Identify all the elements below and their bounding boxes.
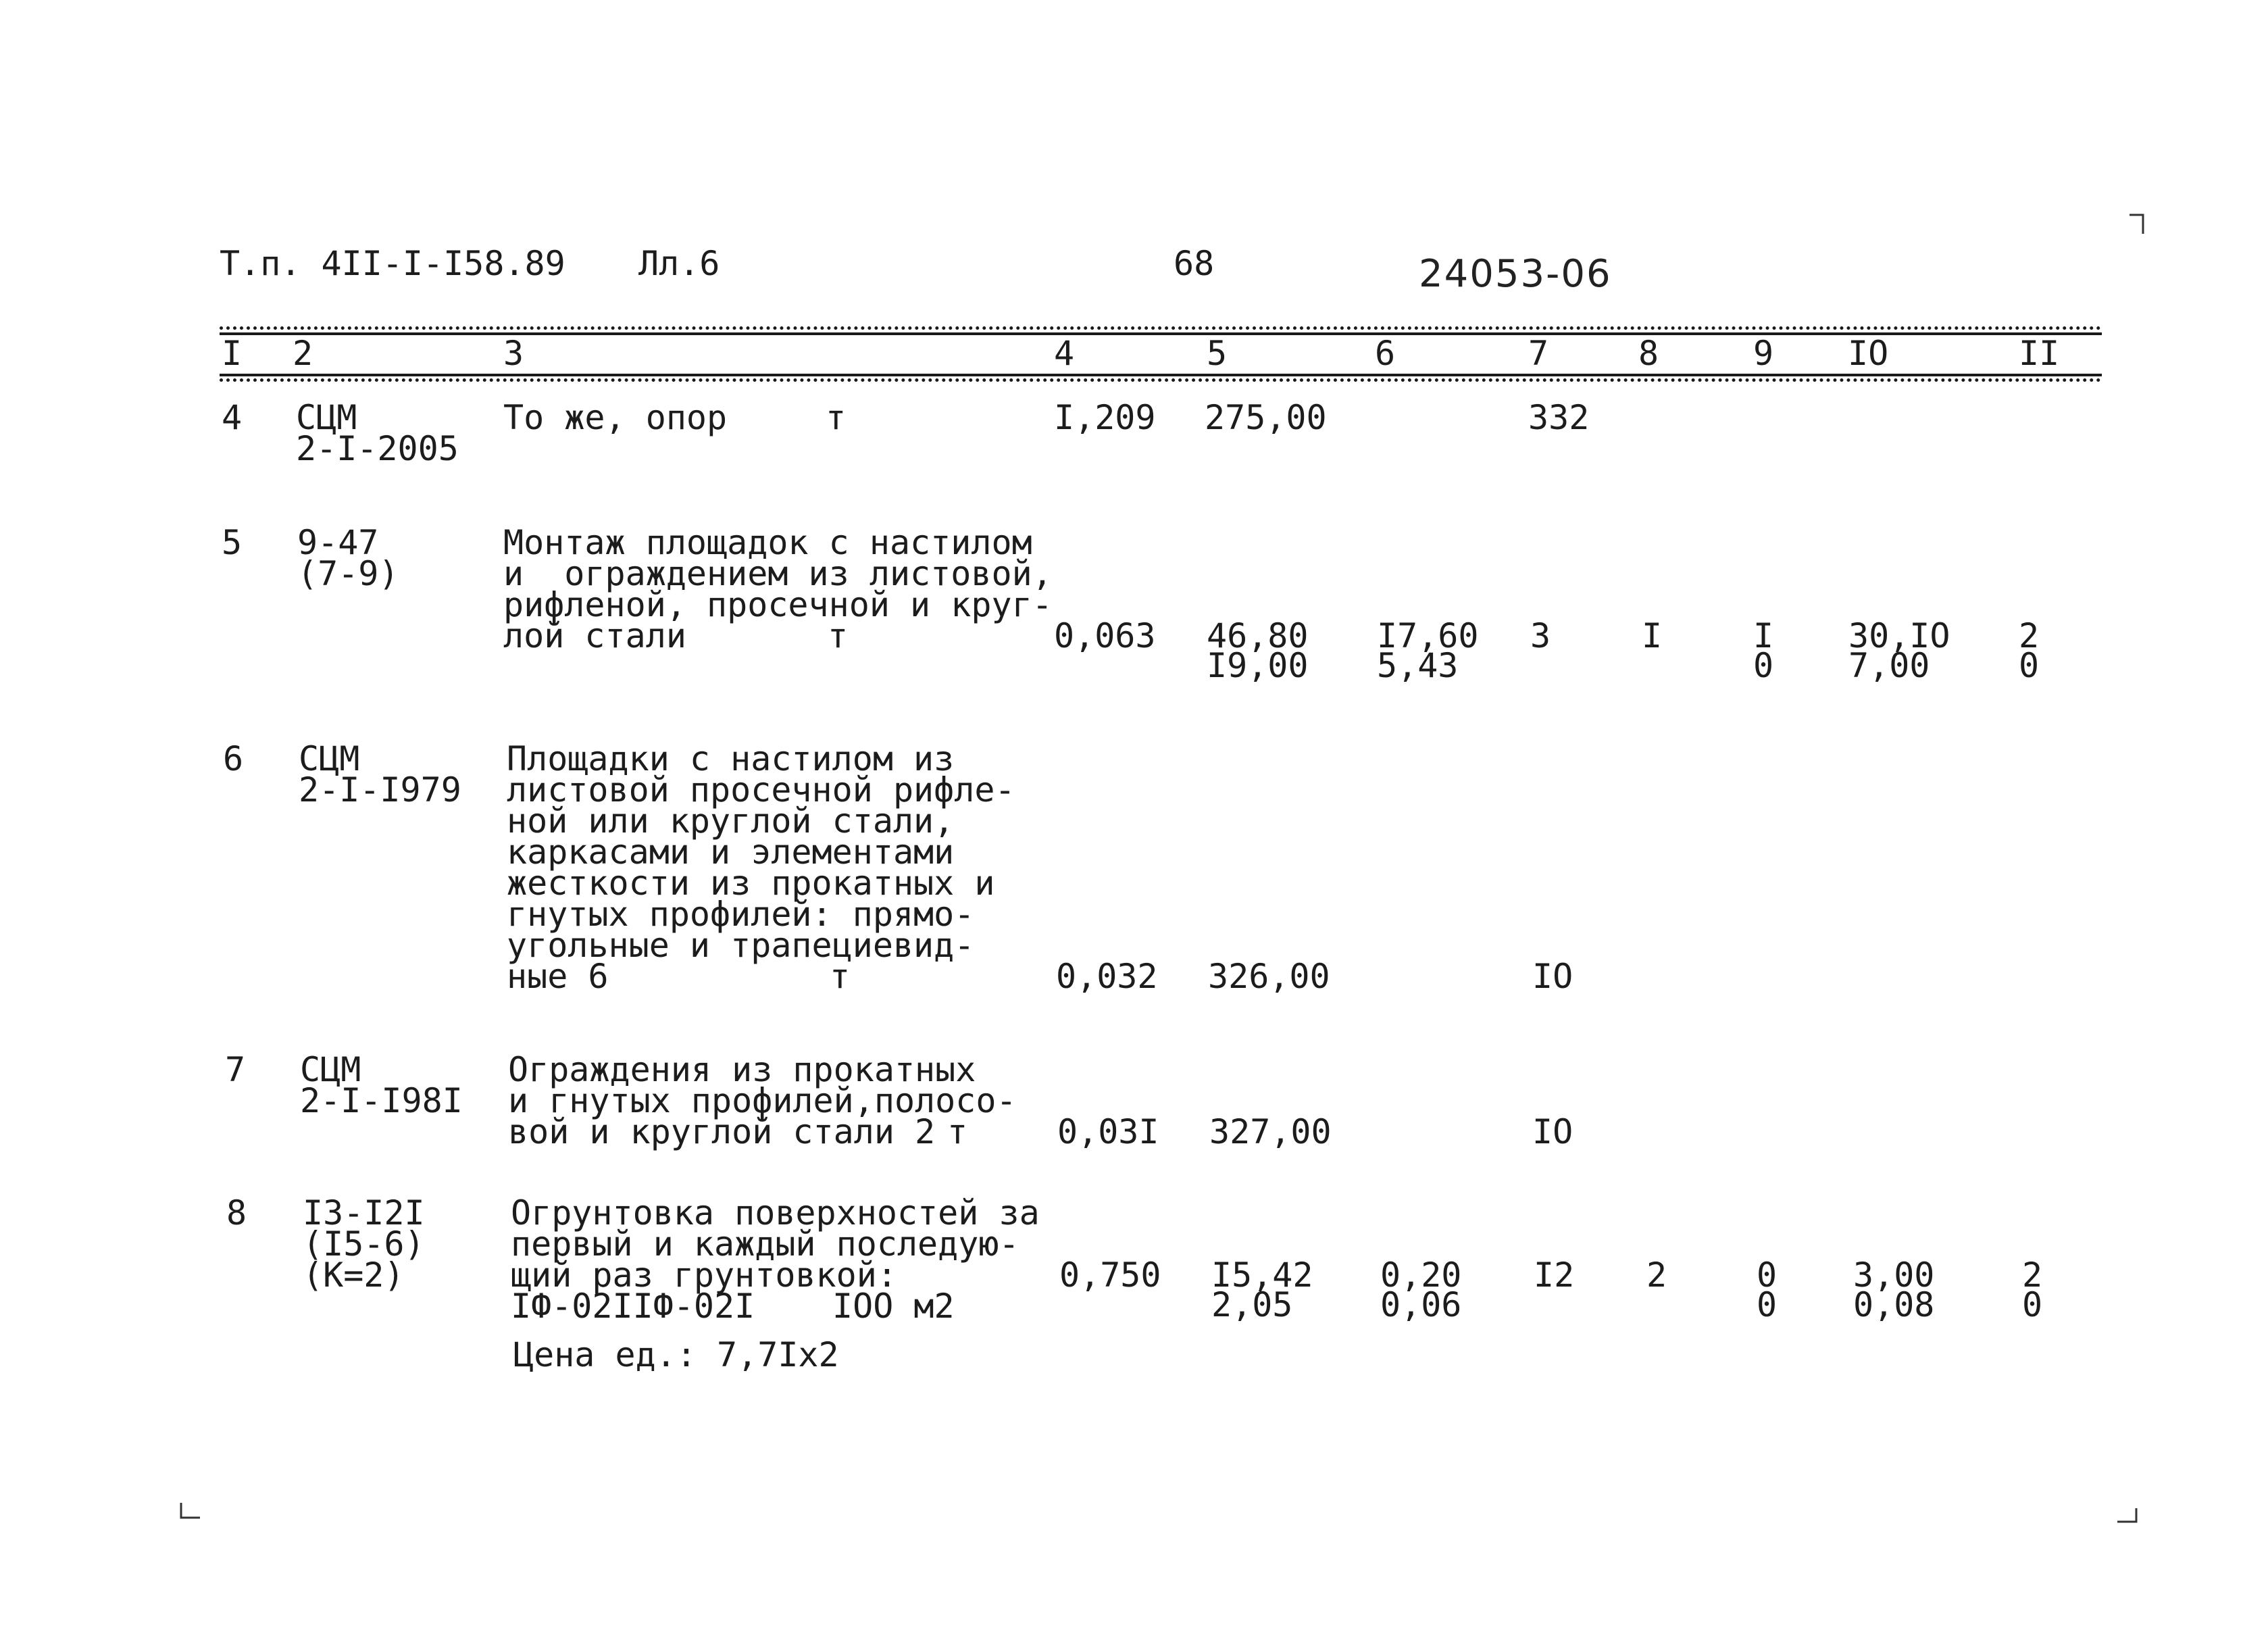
column-header: 2 (293, 334, 313, 373)
col6-value: 0,06 (1380, 1285, 1462, 1324)
col10-value: 7,00 (1848, 646, 1930, 685)
work-description: лой стали (503, 616, 686, 655)
work-description: гнутых профилей: прямо- (507, 895, 975, 934)
column-header: I (222, 334, 243, 373)
col5-value: 2,05 (1211, 1285, 1293, 1324)
quantity: 0,750 (1059, 1255, 1161, 1295)
unit: IOO м2 (832, 1287, 955, 1326)
table-top-rule (220, 326, 2102, 330)
page-number: 68 (1174, 244, 1215, 283)
work-description: листовой просечной рифле- (507, 770, 1015, 810)
col11-value: 0 (2019, 646, 2040, 685)
norm-code: 9-47 (297, 523, 379, 562)
work-description: То же, опор (503, 398, 728, 437)
work-description: и гнутых профилей,полосо- (508, 1081, 1017, 1120)
col10-value: 3,00 (1853, 1255, 1935, 1295)
work-description: Монтаж площадок с настилом (503, 523, 1032, 562)
unit: т (828, 616, 849, 655)
col10-value: 0,08 (1853, 1285, 1935, 1324)
col9-value: 0 (1757, 1285, 1778, 1324)
col9-value: 0 (1753, 646, 1774, 685)
header-bottom-rule (220, 374, 2102, 376)
work-description: каркасами и элементами (507, 832, 955, 872)
work-description: первый и каждый последую- (511, 1224, 1019, 1264)
norm-code: (7-9) (297, 554, 399, 593)
quantity: I,209 (1054, 398, 1156, 437)
col7-value: 3 (1530, 616, 1551, 655)
work-description: Огрунтовка поверхностей за (511, 1193, 1040, 1233)
unit: т (826, 398, 847, 437)
col5-value: I5,42 (1211, 1255, 1313, 1295)
unit: т (947, 1112, 968, 1151)
norm-code: СЦМ (299, 739, 360, 778)
column-header: 8 (1638, 334, 1659, 373)
col9-value: 0 (1757, 1255, 1778, 1295)
row-number: 5 (222, 523, 243, 562)
col9-value: I (1753, 616, 1774, 655)
work-description: вой и круглой стали 2 (508, 1112, 936, 1151)
column-header: 6 (1375, 334, 1396, 373)
work-description: и ограждением из листовой, (503, 554, 1053, 593)
col11-value: 2 (2022, 1255, 2043, 1295)
col5-value: 327,00 (1209, 1112, 1332, 1151)
col5-value: I9,00 (1207, 646, 1309, 685)
column-header: IO (1848, 334, 1889, 373)
col6-value: 5,43 (1377, 646, 1459, 685)
header-bottom-rule-dotted (220, 378, 2102, 382)
col8-value: I (1642, 616, 1663, 655)
work-description: щий раз грунтовкой: (511, 1255, 897, 1295)
column-header: 7 (1528, 334, 1549, 373)
col7-value: 332 (1528, 398, 1590, 437)
unit: т (830, 957, 851, 996)
norm-code: 2-I-I98I (300, 1081, 463, 1120)
quantity: 0,032 (1056, 957, 1158, 996)
column-header: 5 (1207, 334, 1228, 373)
col7-value: IO (1532, 957, 1573, 996)
norm-code: СЦМ (300, 1050, 361, 1089)
work-description: Ограждения из прокатных (508, 1050, 976, 1089)
work-description: рифленой, просечной и круг- (503, 585, 1053, 624)
col11-value: 2 (2019, 616, 2040, 655)
col10-value: 30,IO (1848, 616, 1950, 655)
work-description: IФ-02IIФ-02I (511, 1287, 755, 1326)
doc-reference: Т.п. 4II-I-I58.89 (220, 244, 565, 283)
quantity: 0,03I (1057, 1112, 1159, 1151)
row-number: 7 (225, 1050, 246, 1089)
table-top-rule-inner (220, 332, 2102, 335)
norm-code: 2-I-2005 (296, 429, 459, 468)
norm-code: 2-I-I979 (299, 770, 461, 810)
col5-value: 326,00 (1208, 957, 1330, 996)
norm-code: (I5-6) (303, 1224, 425, 1264)
sheet-label: Лл.6 (638, 244, 720, 283)
work-description: ной или круглой стали, (507, 801, 955, 841)
row-number: 6 (223, 739, 244, 778)
norm-code: (К=2) (303, 1255, 405, 1295)
corner-mark-bottom-left (177, 1501, 204, 1522)
norm-code: I3-I2I (303, 1193, 425, 1233)
col6-value: I7,60 (1377, 616, 1479, 655)
quantity: 0,063 (1054, 616, 1156, 655)
col8-value: 2 (1646, 1255, 1667, 1295)
work-description: угольные и трапециевид- (507, 926, 975, 965)
work-description: ные 6 (507, 957, 609, 996)
row-number: 4 (222, 398, 243, 437)
unit-price-note: Цена ед.: 7,7Iх2 (513, 1335, 839, 1374)
column-header: 4 (1054, 334, 1075, 373)
column-header: II (2019, 334, 2060, 373)
corner-mark-bottom-right (2115, 1507, 2142, 1527)
column-header: 9 (1753, 334, 1774, 373)
col7-value: IO (1532, 1112, 1573, 1151)
col5-value: 46,80 (1207, 616, 1309, 655)
row-number: 8 (226, 1193, 247, 1233)
column-header: 3 (503, 334, 524, 373)
corner-mark-top-right (2128, 211, 2148, 238)
inventory-number: 24053-06 (1419, 252, 1612, 296)
work-description: Площадки с настилом из (507, 739, 955, 778)
col7-value: I2 (1534, 1255, 1575, 1295)
norm-code: СЦМ (296, 398, 357, 437)
col11-value: 0 (2022, 1285, 2043, 1324)
col5-value: 275,00 (1205, 398, 1327, 437)
col6-value: 0,20 (1380, 1255, 1462, 1295)
work-description: жесткости из прокатных и (507, 864, 995, 903)
